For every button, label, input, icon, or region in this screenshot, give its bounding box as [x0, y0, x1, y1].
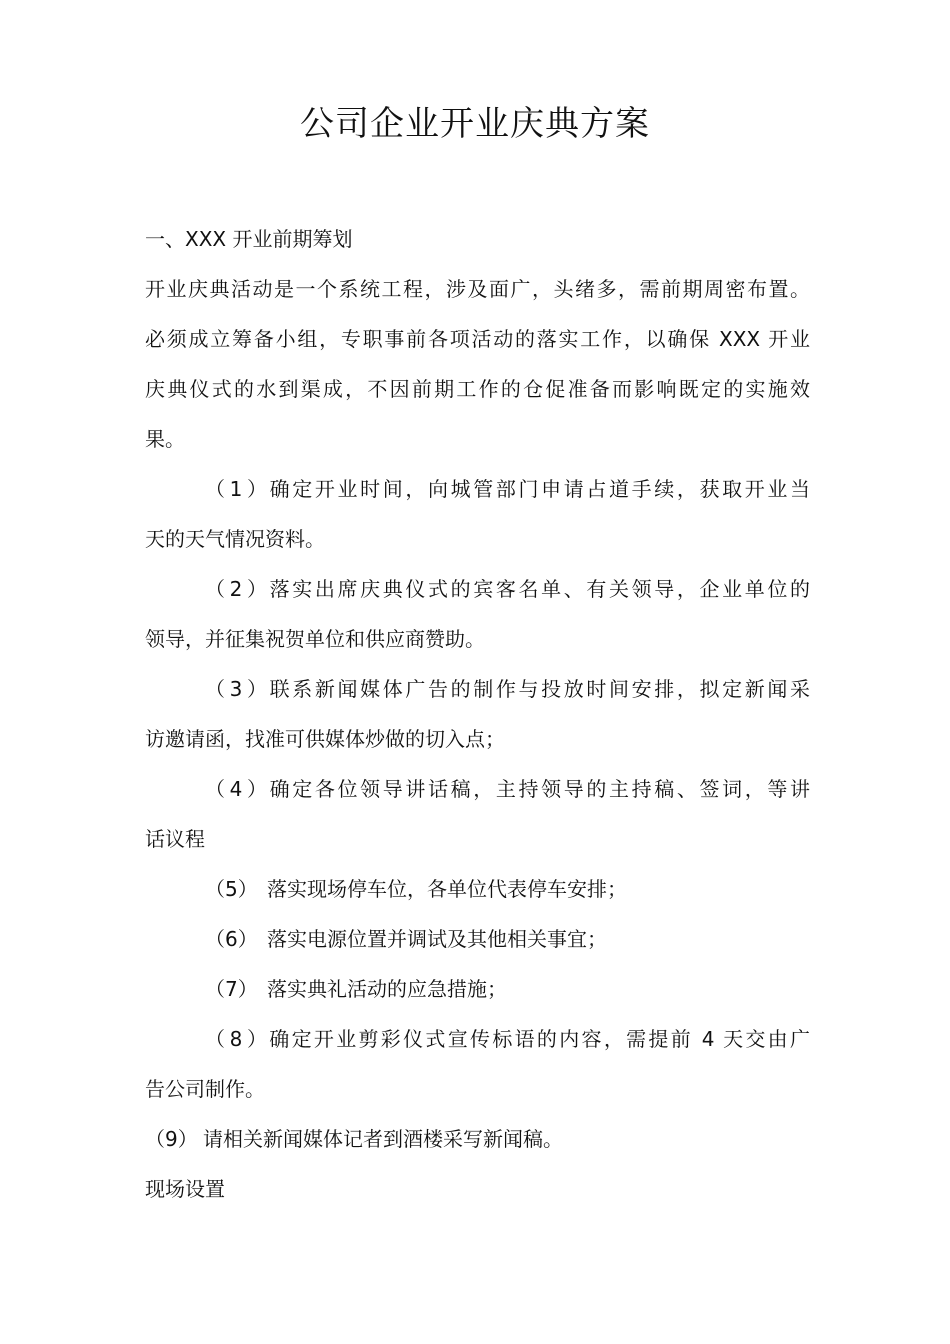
list-item-continuation: 领导，并征集祝贺单位和供应商赞助。 [145, 627, 485, 651]
list-item-number: （1） [205, 477, 267, 501]
list-item-number: （4） [205, 777, 267, 801]
intro-line: 开业庆典活动是一个系统工程，涉及面广，头绪多，需前期周密布置。 [145, 277, 810, 301]
list-item-text: 确定开业剪彩仪式宣传标语的内容，需提前 4 天交由广 [267, 1027, 810, 1051]
section-heading: 一、XXX 开业前期筹划 [145, 227, 353, 251]
list-item-text: 落实电源位置并调试及其他相关事宜； [267, 927, 607, 951]
list-item-text: 落实现场停车位，各单位代表停车安排； [267, 877, 627, 901]
list-item-number: （8） [205, 1027, 267, 1051]
list-item [205, 976, 810, 1002]
list-item [205, 476, 810, 502]
list-item [205, 776, 810, 802]
list-item-number: （3） [205, 677, 267, 701]
list-item-text: 联系新闻媒体广告的制作与投放时间安排，拟定新闻采 [267, 677, 810, 701]
list-item-number: （5） [205, 877, 258, 901]
list-item [205, 576, 810, 602]
list-item [145, 1126, 810, 1152]
list-item-text: 请相关新闻媒体记者到酒楼采写新闻稿。 [203, 1127, 563, 1151]
list-item-text: 落实典礼活动的应急措施； [267, 977, 507, 1001]
list-item [205, 676, 810, 702]
list-item-number: （9） [145, 1127, 198, 1151]
list-item-number: （6） [205, 927, 258, 951]
list-item-number: （2） [205, 577, 267, 601]
intro-line: 果。 [145, 427, 185, 451]
list-item-continuation: 话议程 [145, 827, 205, 851]
list-item-text: 落实出席庆典仪式的宾客名单、有关领导，企业单位的 [267, 577, 810, 601]
intro-line: 庆典仪式的水到渠成，不因前期工作的仓促准备而影响既定的实施效 [145, 377, 810, 401]
list-item-continuation: 天的天气情况资料。 [145, 527, 325, 551]
list-item-continuation: 告公司制作。 [145, 1077, 265, 1101]
list-item-continuation: 访邀请函，找准可供媒体炒做的切入点； [145, 727, 505, 751]
list-item-text: 确定各位领导讲话稿，主持领导的主持稿、签词，等讲 [267, 777, 810, 801]
list-item [205, 876, 810, 902]
list-item-number: （7） [205, 977, 258, 1001]
list-item-text: 确定开业时间，向城管部门申请占道手续，获取开业当 [267, 477, 810, 501]
document-title: 公司企业开业庆典方案 [300, 104, 650, 144]
list-item [205, 926, 810, 952]
intro-line: 必须成立筹备小组，专职事前各项活动的落实工作，以确保 XXX 开业 [145, 327, 810, 351]
section-heading: 现场设置 [145, 1177, 225, 1201]
list-item [205, 1026, 810, 1052]
